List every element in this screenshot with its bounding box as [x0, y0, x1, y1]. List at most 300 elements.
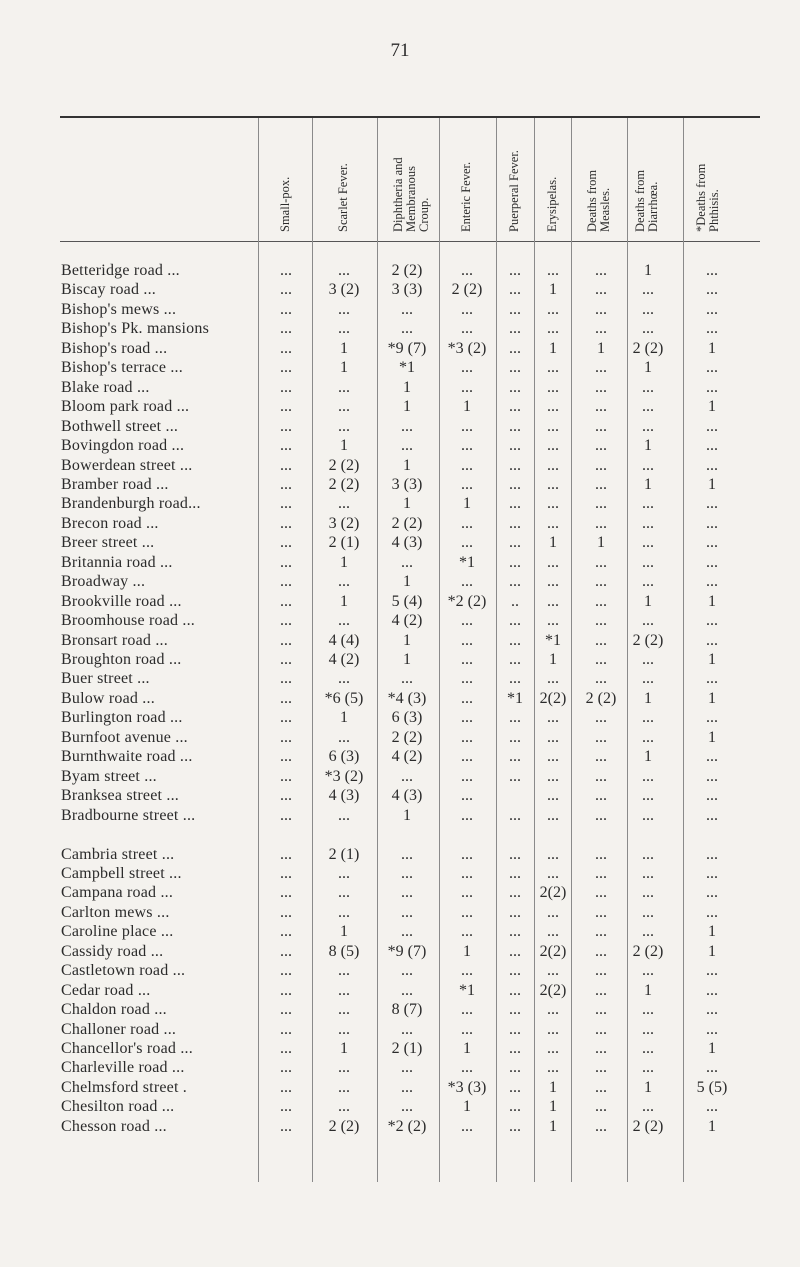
table-row: [0, 1059, 800, 1079]
table-cell: 4 (4): [328, 631, 360, 649]
table-row: [0, 787, 800, 807]
table-row: [0, 1040, 800, 1060]
table-cell: ...: [595, 417, 607, 435]
table-cell: 1: [463, 495, 471, 513]
table-cell: ...: [706, 320, 718, 338]
table-cell: ...: [338, 1020, 350, 1038]
table-cell: *6 (5): [324, 689, 364, 707]
table-cell: 1: [403, 456, 411, 474]
table-cell: ...: [509, 437, 521, 455]
table-cell: ...: [706, 806, 718, 824]
table-cell: 1: [463, 398, 471, 416]
table-cell: ...: [280, 339, 292, 357]
table-cell: 2(2): [539, 689, 567, 707]
table-cell: 1: [644, 359, 652, 377]
table-row: [0, 437, 800, 457]
table-cell: ...: [547, 728, 559, 746]
table-cell: ...: [401, 1078, 413, 1096]
table-cell: ...: [547, 962, 559, 980]
table-cell: ...: [547, 670, 559, 688]
table-cell: ...: [642, 378, 654, 396]
table-cell: ...: [280, 1117, 292, 1135]
table-cell: ...: [280, 962, 292, 980]
table-cell: ...: [509, 1098, 521, 1116]
table-cell: ...: [280, 612, 292, 630]
table-cell: ...: [461, 300, 473, 318]
table-cell: 2 (2): [585, 689, 617, 707]
table-cell: ...: [401, 981, 413, 999]
table-cell: ...: [706, 903, 718, 921]
table-cell: ...: [595, 748, 607, 766]
table-cell: ...: [280, 534, 292, 552]
table-cell: 4 (2): [391, 748, 423, 766]
street-name: Bramber road ...: [61, 475, 169, 493]
table-cell: ...: [461, 514, 473, 532]
table-cell: *3 (3): [447, 1078, 487, 1096]
table-cell: ...: [461, 845, 473, 863]
street-name: Castletown road ...: [61, 962, 186, 980]
table-cell: 1: [644, 981, 652, 999]
table-cell: ...: [642, 923, 654, 941]
table-cell: ...: [280, 942, 292, 960]
table-cell: ...: [280, 495, 292, 513]
street-name: Broomhouse road ...: [61, 612, 196, 630]
table-cell: ...: [642, 417, 654, 435]
table-cell: 1: [403, 651, 411, 668]
table-cell: ...: [547, 437, 559, 455]
table-cell: ...: [595, 884, 607, 902]
street-name: Bronsart road ...: [61, 631, 168, 649]
table-cell: ...: [280, 728, 292, 746]
street-name: Charleville road ...: [61, 1059, 185, 1077]
table-row: [0, 1098, 800, 1118]
table-cell: ...: [547, 748, 559, 766]
table-row: [0, 865, 800, 885]
table-cell: 1: [340, 709, 348, 727]
table-cell: ...: [547, 475, 559, 493]
street-name: Campbell street ...: [61, 864, 182, 882]
table-cell: 2 (1): [328, 534, 360, 552]
table-cell: ...: [642, 806, 654, 824]
street-name: Bradbourne street ...: [61, 806, 196, 824]
table-cell: ...: [706, 631, 718, 649]
table-cell: *1: [459, 981, 475, 999]
table-cell: ...: [401, 1059, 413, 1077]
street-name: Bowerdean street ...: [61, 456, 193, 474]
table-cell: ...: [461, 417, 473, 435]
table-cell: ...: [509, 1040, 521, 1057]
table-cell: ...: [461, 456, 473, 474]
table-cell: ...: [461, 962, 473, 980]
table-cell: ...: [280, 1059, 292, 1077]
table-cell: ...: [338, 903, 350, 921]
table-cell: 1: [549, 1098, 557, 1116]
table-cell: ...: [595, 670, 607, 688]
table-cell: ...: [461, 651, 473, 668]
table-cell: ...: [595, 962, 607, 980]
table-cell: ...: [547, 398, 559, 416]
table-cell: ...: [547, 845, 559, 863]
table-cell: ...: [547, 514, 559, 532]
table-cell: ...: [461, 767, 473, 785]
table-cell: ...: [461, 359, 473, 377]
street-name: Cedar road ...: [61, 981, 151, 999]
table-cell: 2(2): [539, 884, 567, 902]
table-cell: 6 (3): [328, 748, 360, 766]
table-cell: ...: [547, 320, 559, 338]
table-cell: ...: [509, 300, 521, 318]
table-cell: ...: [461, 320, 473, 338]
table-cell: ...: [461, 1020, 473, 1038]
column-header-7: Deaths from Measles.: [585, 169, 612, 232]
table-top-rule: [60, 116, 760, 118]
table-cell: ...: [706, 281, 718, 299]
street-name: Bloom park road ...: [61, 398, 190, 416]
table-row: [0, 340, 800, 360]
table-cell: ...: [595, 281, 607, 299]
table-cell: ...: [595, 378, 607, 396]
table-cell: ...: [642, 651, 654, 668]
street-name: Chaldon road ...: [61, 1001, 167, 1019]
street-name: Carlton mews ...: [61, 903, 170, 921]
table-cell: ...: [595, 1117, 607, 1135]
table-cell: 1: [708, 398, 716, 416]
table-cell: ...: [595, 981, 607, 999]
table-row: [0, 748, 800, 768]
street-name: Bovingdon road ...: [61, 437, 185, 455]
street-name: Chelmsford street .: [61, 1078, 187, 1096]
street-name: Bishop's mews ...: [61, 300, 177, 318]
street-name: Bishop's road ...: [61, 339, 168, 357]
table-cell: ..: [511, 592, 519, 610]
table-cell: ...: [595, 728, 607, 746]
table-cell: 1: [708, 1040, 716, 1057]
table-cell: ...: [642, 553, 654, 571]
table-cell: ...: [509, 339, 521, 357]
table-cell: 1: [597, 339, 605, 357]
table-cell: ...: [706, 378, 718, 396]
table-row: [0, 690, 800, 710]
table-cell: ...: [280, 1078, 292, 1096]
table-cell: ...: [595, 495, 607, 513]
table-cell: 1: [708, 942, 716, 960]
street-name: Cassidy road ...: [61, 942, 164, 960]
table-cell: *2 (2): [387, 1117, 427, 1135]
table-cell: 2 (2): [632, 339, 664, 357]
table-cell: 1: [644, 748, 652, 766]
column-header-4: Enteric Fever.: [459, 161, 473, 232]
table-cell: ...: [280, 845, 292, 863]
table-cell: ...: [595, 631, 607, 649]
table-cell: ...: [642, 1001, 654, 1019]
table-cell: ...: [401, 884, 413, 902]
table-cell: ...: [280, 437, 292, 455]
table-cell: ...: [595, 262, 607, 279]
street-name: Burlington road ...: [61, 709, 183, 727]
table-cell: 5 (5): [696, 1078, 728, 1096]
table-cell: ...: [280, 1001, 292, 1019]
table-cell: ...: [338, 300, 350, 318]
table-cell: ...: [706, 359, 718, 377]
table-cell: ...: [509, 495, 521, 513]
table-cell: 1: [549, 534, 557, 552]
table-cell: ...: [547, 378, 559, 396]
table-cell: *1: [459, 553, 475, 571]
table-row: [0, 281, 800, 301]
table-cell: ...: [509, 281, 521, 299]
table-cell: 1: [549, 339, 557, 357]
table-cell: ...: [280, 864, 292, 882]
table-cell: ...: [547, 903, 559, 921]
table-cell: ...: [595, 359, 607, 377]
table-cell: ...: [509, 981, 521, 999]
table-cell: ...: [461, 923, 473, 941]
table-cell: ...: [642, 1020, 654, 1038]
table-cell: ...: [461, 378, 473, 396]
table-cell: 6 (3): [391, 709, 423, 727]
table-cell: ...: [642, 1040, 654, 1057]
table-cell: ...: [642, 845, 654, 863]
table-cell: ...: [595, 923, 607, 941]
table-cell: *9 (7): [387, 942, 427, 960]
street-name: Brandenburgh road...: [61, 495, 201, 513]
street-name: Cambria street ...: [61, 845, 175, 863]
table-cell: ...: [461, 806, 473, 824]
table-cell: ...: [461, 884, 473, 902]
table-cell: 1: [403, 378, 411, 396]
table-cell: 2 (2): [328, 1117, 360, 1135]
table-cell: ...: [338, 806, 350, 824]
table-cell: 1: [644, 689, 652, 707]
table-row: [0, 495, 800, 515]
table-row: [0, 476, 800, 496]
table-cell: ...: [547, 262, 559, 279]
column-header-8: Deaths from Diarrhœa.: [633, 169, 660, 232]
street-name: Caroline place ...: [61, 923, 174, 941]
table-cell: ...: [338, 612, 350, 630]
table-cell: ...: [509, 534, 521, 552]
table-cell: ...: [461, 864, 473, 882]
table-cell: ...: [509, 398, 521, 416]
table-row: [0, 1079, 800, 1099]
table-cell: ...: [642, 456, 654, 474]
table-cell: ...: [280, 281, 292, 299]
table-row: [0, 923, 800, 943]
table-row: [0, 768, 800, 788]
table-cell: ...: [280, 1040, 292, 1057]
table-cell: ...: [595, 592, 607, 610]
table-cell: ...: [595, 942, 607, 960]
table-cell: ...: [338, 320, 350, 338]
table-cell: ...: [509, 475, 521, 493]
table-cell: ...: [706, 709, 718, 727]
table-cell: ...: [509, 631, 521, 649]
column-header-5: Puerperal Fever.: [507, 150, 521, 232]
table-cell: 1: [403, 806, 411, 824]
table-cell: ...: [280, 1020, 292, 1038]
table-cell: ...: [595, 651, 607, 668]
table-cell: ...: [509, 845, 521, 863]
table-cell: 4 (3): [391, 534, 423, 552]
table-cell: ...: [509, 320, 521, 338]
table-cell: ...: [280, 903, 292, 921]
table-cell: ...: [642, 534, 654, 552]
table-cell: *1: [545, 631, 561, 649]
table-cell: 1: [463, 942, 471, 960]
table-row: [0, 593, 800, 613]
table-cell: ...: [509, 709, 521, 727]
table-cell: ...: [706, 748, 718, 766]
table-row: [0, 962, 800, 982]
table-cell: ...: [509, 728, 521, 746]
table-cell: ...: [401, 962, 413, 980]
table-cell: 1: [549, 651, 557, 668]
table-cell: ...: [547, 923, 559, 941]
table-cell: ...: [642, 612, 654, 630]
table-cell: 1: [403, 398, 411, 416]
table-row: [0, 379, 800, 399]
table-cell: ...: [461, 534, 473, 552]
table-cell: ...: [280, 398, 292, 416]
table-cell: ...: [401, 437, 413, 455]
table-cell: ...: [401, 845, 413, 863]
table-cell: ...: [706, 670, 718, 688]
table-cell: 1: [403, 495, 411, 513]
table-cell: ...: [338, 670, 350, 688]
table-cell: 3 (3): [391, 475, 423, 493]
table-cell: ...: [509, 1020, 521, 1038]
column-header-2: Scarlet Fever.: [336, 163, 350, 232]
table-cell: 1: [644, 592, 652, 610]
table-cell: ...: [461, 1117, 473, 1135]
table-cell: 1: [708, 1117, 716, 1135]
table-cell: ...: [509, 1059, 521, 1077]
table-cell: ...: [461, 1001, 473, 1019]
table-cell: ...: [547, 767, 559, 785]
table-cell: ...: [706, 553, 718, 571]
table-cell: ...: [547, 709, 559, 727]
table-cell: ...: [338, 378, 350, 396]
table-cell: ...: [595, 1040, 607, 1057]
table-cell: ...: [595, 514, 607, 532]
table-cell: ...: [706, 787, 718, 805]
table-row: [0, 651, 800, 671]
table-cell: 1: [644, 475, 652, 493]
table-cell: ...: [461, 612, 473, 630]
table-cell: ...: [401, 923, 413, 941]
table-cell: 1: [708, 923, 716, 941]
table-cell: ...: [461, 748, 473, 766]
table-cell: ...: [338, 495, 350, 513]
table-cell: ...: [595, 1078, 607, 1096]
table-cell: ...: [706, 456, 718, 474]
table-cell: ...: [401, 903, 413, 921]
table-cell: 1: [597, 534, 605, 552]
table-cell: ...: [401, 553, 413, 571]
table-cell: ...: [706, 1020, 718, 1038]
table-row: [0, 612, 800, 632]
table-row: [0, 884, 800, 904]
table-row: [0, 982, 800, 1002]
table-cell: ...: [338, 573, 350, 591]
table-cell: 1: [403, 573, 411, 591]
table-cell: 2 (2): [328, 456, 360, 474]
table-cell: 3 (2): [328, 514, 360, 532]
table-cell: ...: [642, 767, 654, 785]
table-cell: *4 (3): [387, 689, 427, 707]
table-cell: ...: [595, 787, 607, 805]
table-cell: 1: [340, 923, 348, 941]
table-cell: ...: [547, 1059, 559, 1077]
table-cell: ...: [706, 884, 718, 902]
table-cell: *1: [399, 359, 415, 377]
table-cell: ...: [280, 475, 292, 493]
table-cell: ...: [595, 903, 607, 921]
table-row: [0, 1118, 800, 1138]
table-row: [0, 418, 800, 438]
table-cell: ...: [595, 1059, 607, 1077]
table-cell: ...: [595, 1020, 607, 1038]
table-cell: ...: [280, 417, 292, 435]
table-cell: 2(2): [539, 942, 567, 960]
table-cell: ...: [547, 787, 559, 805]
table-cell: ...: [401, 300, 413, 318]
table-cell: ...: [401, 864, 413, 882]
table-cell: 4 (3): [391, 787, 423, 805]
table-cell: 1: [644, 437, 652, 455]
table-cell: ...: [595, 398, 607, 416]
table-cell: ...: [509, 903, 521, 921]
table-cell: ...: [509, 417, 521, 435]
table-cell: ...: [280, 689, 292, 707]
table-cell: ...: [280, 573, 292, 591]
street-name: Chesilton road ...: [61, 1098, 175, 1116]
table-cell: ...: [280, 631, 292, 649]
table-cell: 1: [708, 728, 716, 746]
table-cell: ...: [509, 1001, 521, 1019]
table-cell: ...: [509, 456, 521, 474]
table-cell: ...: [595, 320, 607, 338]
table-row: [0, 1021, 800, 1041]
street-name: Bishop's terrace ...: [61, 359, 183, 377]
table-row: [0, 320, 800, 340]
table-cell: ...: [461, 1059, 473, 1077]
table-cell: ...: [338, 1098, 350, 1116]
table-cell: ...: [706, 612, 718, 630]
table-cell: ...: [509, 748, 521, 766]
table-cell: ...: [280, 767, 292, 785]
table-cell: ...: [595, 456, 607, 474]
table-cell: ...: [706, 300, 718, 318]
table-row: [0, 904, 800, 924]
column-header-9: *Deaths from Phthisis.: [694, 163, 721, 232]
table-cell: ...: [642, 884, 654, 902]
table-row: [0, 632, 800, 652]
table-cell: ...: [461, 689, 473, 707]
table-cell: ...: [509, 962, 521, 980]
table-cell: ...: [280, 456, 292, 474]
table-cell: ...: [706, 573, 718, 591]
table-cell: 4 (2): [328, 651, 360, 668]
table-cell: ...: [595, 806, 607, 824]
table-cell: ...: [642, 728, 654, 746]
street-name: Brookville road ...: [61, 592, 182, 610]
table-cell: ...: [547, 495, 559, 513]
table-cell: ...: [595, 573, 607, 591]
street-name: Challoner road ...: [61, 1020, 177, 1038]
table-cell: ...: [509, 573, 521, 591]
table-cell: ...: [642, 1059, 654, 1077]
